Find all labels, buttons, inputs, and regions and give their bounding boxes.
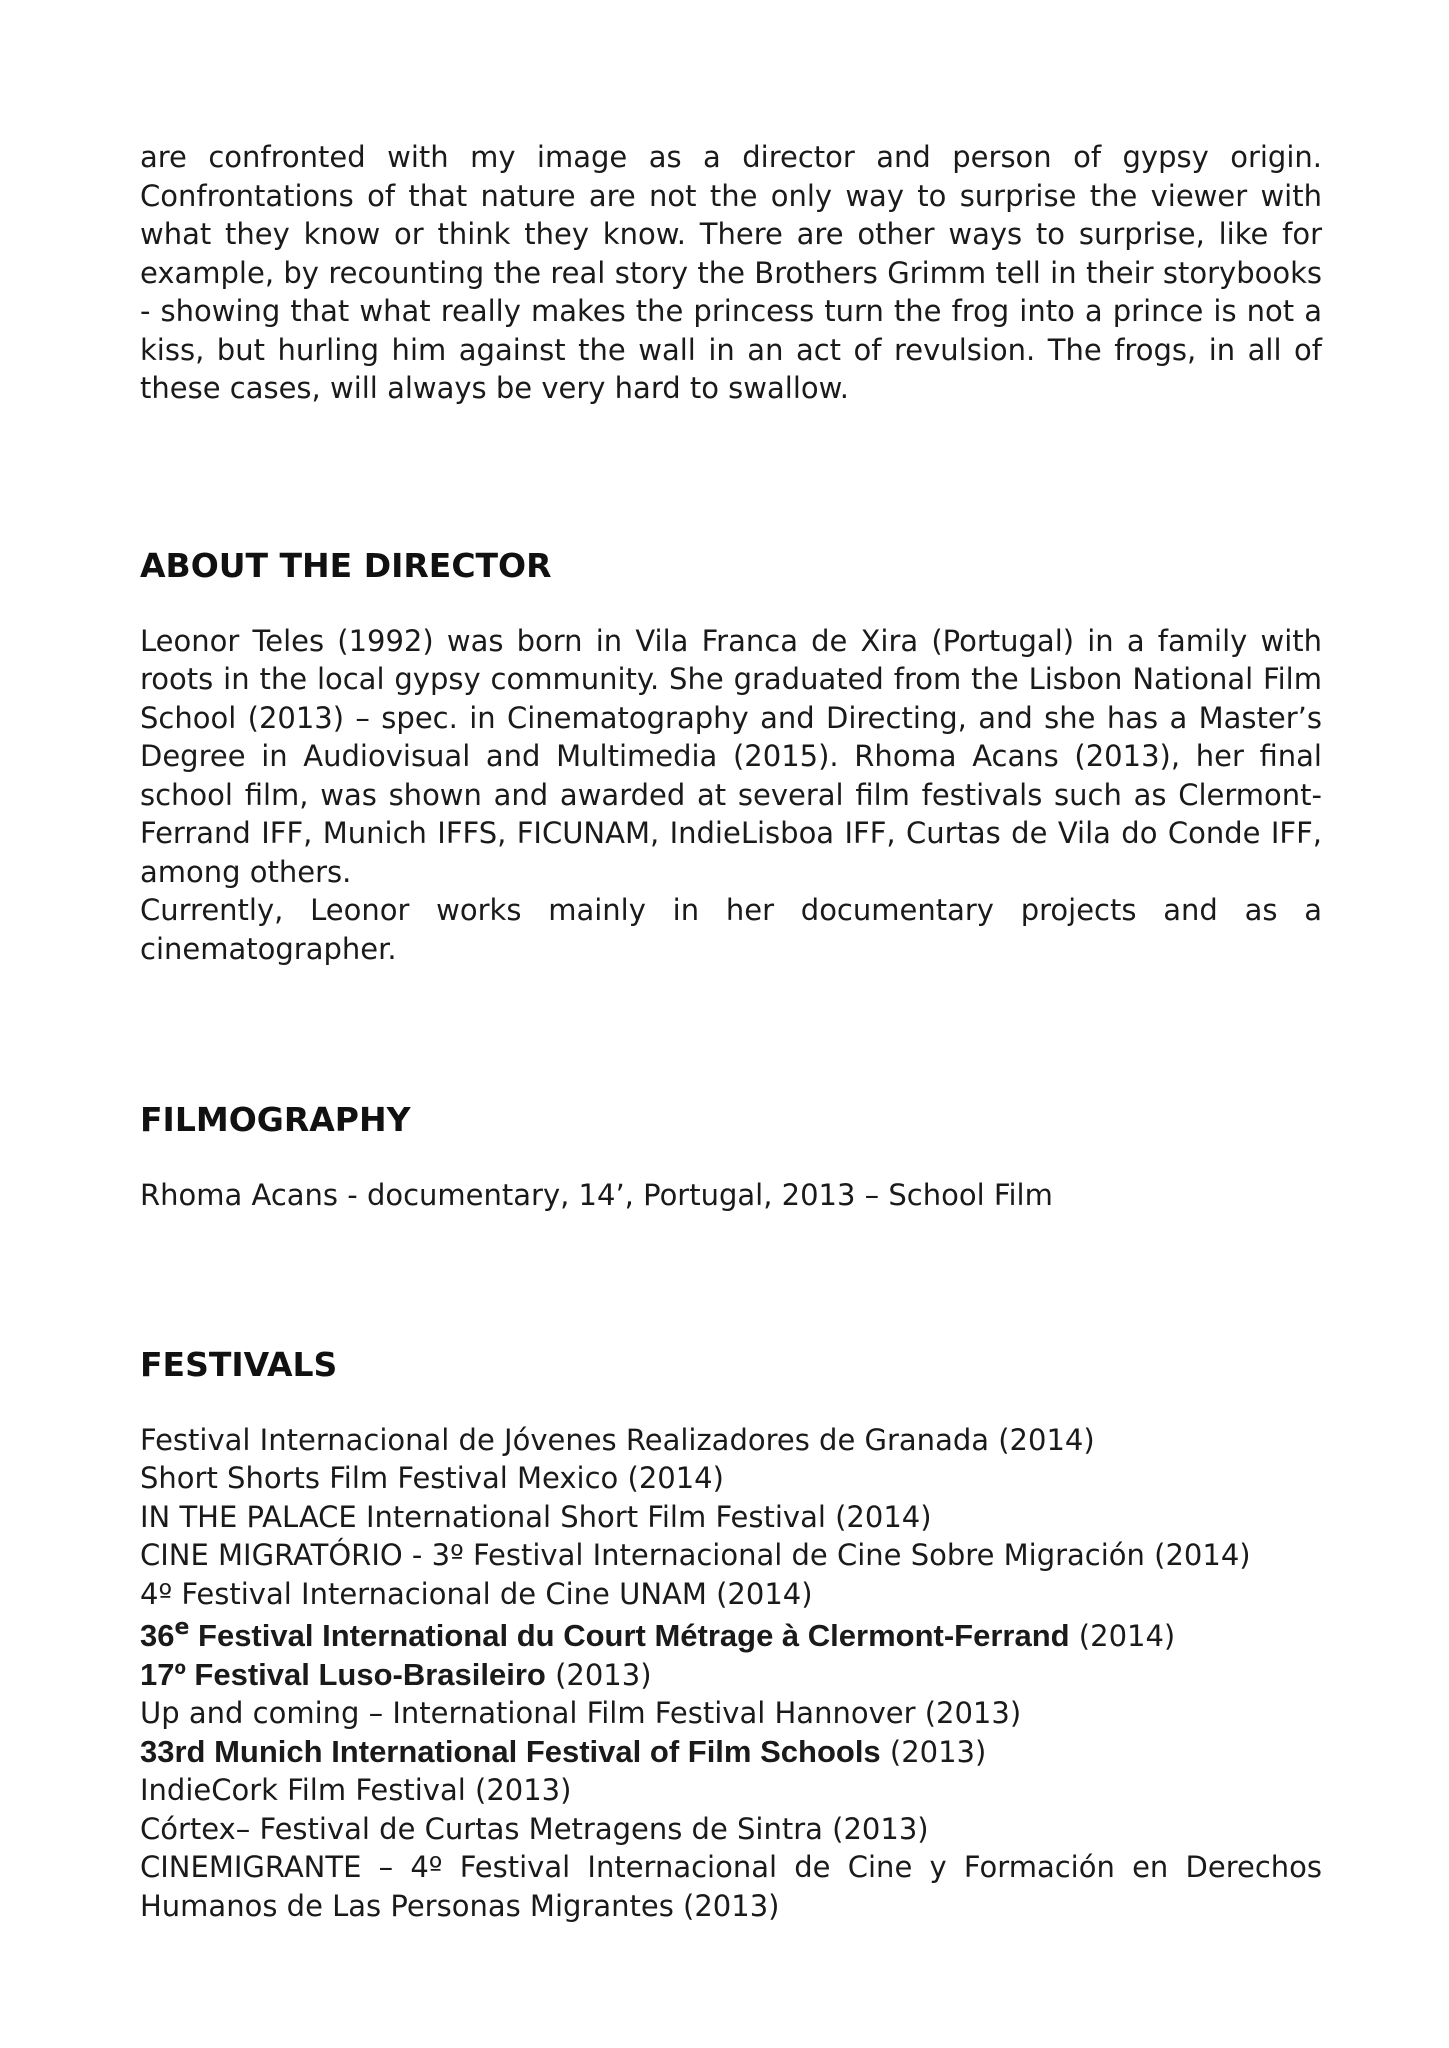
festival-item-munich: [140, 1733, 1322, 1772]
document-page: [140, 138, 1322, 1925]
festival-item: Short Shorts Film Festival Mexico (2014): [140, 1461, 724, 1495]
filmography-heading: FILMOGRAPHY: [140, 1100, 411, 1139]
festival-item: Festival Internacional de Jóvenes Realizadores de Granada (2014): [140, 1422, 1095, 1457]
munich-name: 33rd Munich International Festival of Film Schools: [140, 1733, 881, 1769]
luso-name: 17º Festival Luso-Brasileiro: [140, 1656, 546, 1692]
festival-item: Córtex– Festival de Curtas Metragens de Sintra (2013): [140, 1811, 929, 1846]
festival-item-luso: [140, 1656, 1322, 1695]
intro-paragraph: are confronted with my image as a director and person of gypsy origin. Confrontations of that nature are not the only way to surprise the viewer with what they know or think they know. There are other ways to surprise, like for example, by recounting the real story the Brothers Grimm tell in their storybooks - showing that what really makes the princess turn the frog into a prince is not a kiss, but hurling him against the wall in an act of revulsion. The frogs, in all of these cases, will always be very hard to swallow.: [140, 140, 1322, 405]
festival-item: CINEMIGRANTE – 4º Festival Internacional de Cine y Formación en Derechos Humanos de Las Personas Migrantes (2013): [140, 1850, 1322, 1923]
festival-item: IndieCork Film Festival (2013): [140, 1773, 572, 1807]
about-heading: ABOUT THE DIRECTOR: [140, 545, 552, 585]
filmography-entry: Rhoma Acans - documentary, 14’, Portugal, 2013 – School Film: [140, 1178, 1053, 1212]
luso-year: (2013): [545, 1657, 652, 1692]
festival-item: CINE MIGRATÓRIO - 3º Festival Internacional de Cine Sobre Migración (2014): [140, 1538, 1251, 1572]
clermont-name: Festival International du Court Métrage à Clermont-Ferrand: [189, 1618, 1070, 1653]
about-current: Currently, Leonor works mainly in her documentary projects and as a cinematographer.: [140, 893, 1322, 966]
festival-list: [140, 1421, 1322, 1926]
festivals-heading: FESTIVALS: [140, 1344, 338, 1384]
festival-item: 4º Festival Internacional de Cine UNAM (2014): [140, 1576, 813, 1611]
clermont-year: (2014): [1069, 1619, 1176, 1653]
festival-item: Up and coming – International Film Festival Hannover (2013): [140, 1696, 1022, 1730]
clermont-number: 36: [140, 1618, 175, 1653]
festival-item: IN THE PALACE International Short Film Festival (2014): [140, 1499, 932, 1534]
munich-year: (2013): [880, 1734, 987, 1769]
about-bio: Leonor Teles (1992) was born in Vila Franca de Xira (Portugal) in a family with roots in the local gypsy community. She graduated from the Lisbon National Film School (2013) – spec. in Cinematography and Directing, and she has a Master’s Degree in Audiovisual and Multimedia (2015). Rhoma Acans (2013), her final school film, was shown and awarded at several film festivals such as Clermont-Ferrand IFF, Munich IFFS, FICUNAM, IndieLisboa IFF, Curtas de Vila do Conde IFF, among others.: [140, 623, 1322, 889]
festival-item-clermont: [140, 1617, 1322, 1656]
clermont-ordinal: e: [174, 1615, 190, 1640]
